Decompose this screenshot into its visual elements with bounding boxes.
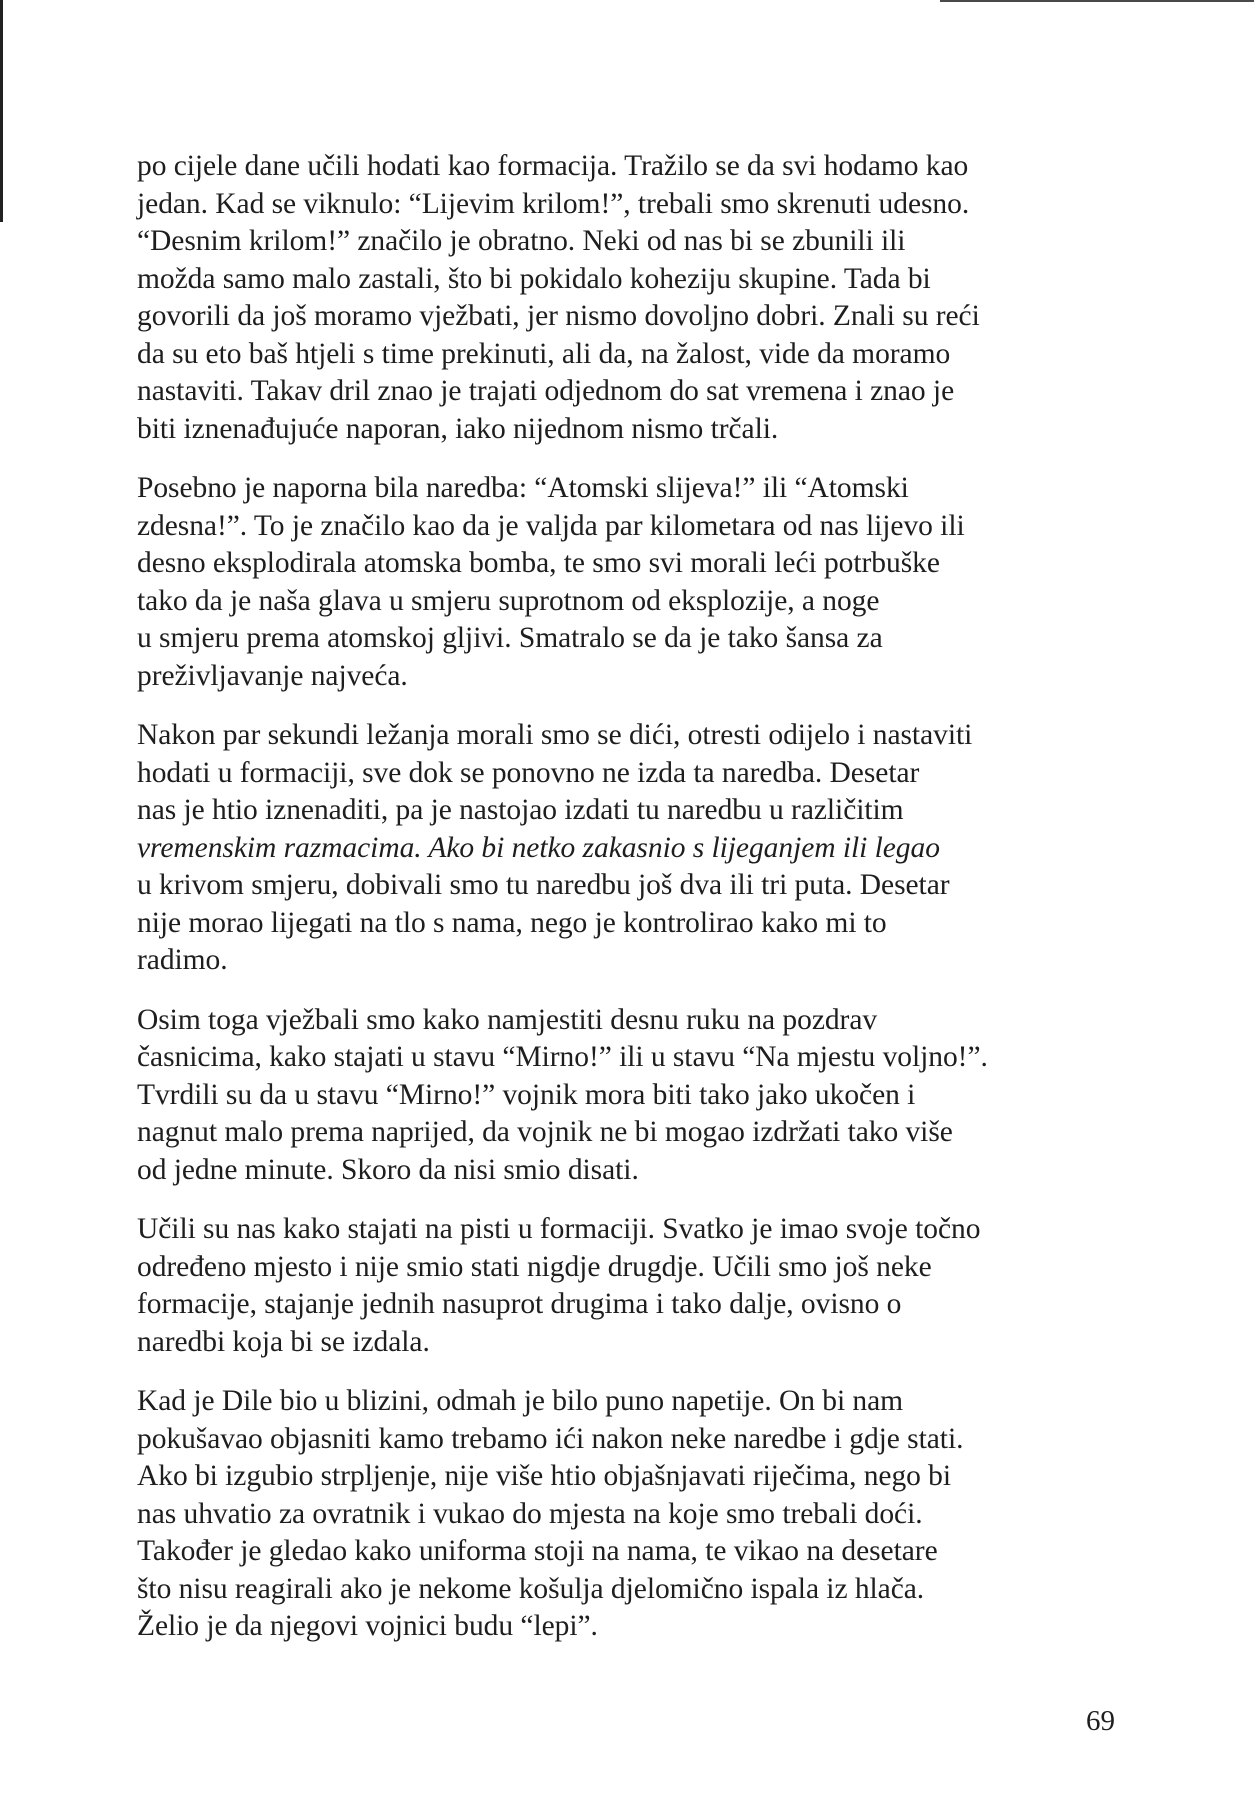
text-line: preživljavanje najveća. — [137, 659, 408, 692]
text-line: po cijele dane učili hodati kao formacija. Tražilo se da svi hodamo kao — [137, 150, 969, 182]
text-line: nije morao lijegati na tlo s nama, nego je kontrolirao kako mi to — [137, 906, 887, 939]
text-line: jedan. Kad se viknulo: “Lijevim krilom!”, trebali smo skrenuti udesno. — [137, 187, 970, 220]
text-line: određeno mjesto i nije smio stati nigdje drugdje. Učili smo još neke — [137, 1250, 932, 1283]
page-body-text — [137, 148, 1127, 1668]
text-line: u krivom smjeru, dobivali smo tu naredbu još dva ili tri puta. Desetar — [137, 869, 950, 901]
paragraph-1 — [137, 148, 1127, 448]
text-line: Također je gledao kako uniforma stoji na nama, te vikao na desetare — [137, 1535, 938, 1567]
paragraph-2 — [137, 470, 1127, 695]
text-line: Ako bi izgubio strpljenje, nije više htio objašnjavati riječima, nego bi — [137, 1460, 952, 1492]
paragraph-3 — [137, 717, 1127, 980]
text-line-italic: vremenskim razmacima. Ako bi netko zakasnio s lijeganjem ili legao — [137, 831, 940, 864]
text-line: radimo. — [137, 944, 228, 976]
text-line: Učili su nas kako stajati na pisti u formaciji. Svatko je imao svoje točno — [137, 1213, 981, 1245]
text-line: tako da je naša glava u smjeru suprotnom od eksplozije, a noge — [137, 584, 880, 617]
text-line: biti iznenađujuće naporan, iako nijednom nismo trčali. — [137, 412, 779, 445]
top-edge-rule — [940, 0, 1254, 2]
text-line: možda samo malo zastali, što bi pokidalo koheziju skupine. Tada bi — [137, 262, 931, 295]
text-line: zdesna!”. To je značilo kao da je valjda par kilometara od nas lijevo ili — [137, 509, 965, 542]
text-line: hodati u formaciji, sve dok se ponovno ne izda ta naredba. Desetar — [137, 756, 920, 789]
text-line: Želio je da njegovi vojnici budu “lepi”. — [137, 1610, 598, 1642]
text-line: časnicima, kako stajati u stavu “Mirno!” ili u stavu “Na mjestu voljno!”. — [137, 1041, 988, 1073]
text-line: nagnut malo prema naprijed, da vojnik ne bi mogao izdržati tako više — [137, 1116, 953, 1148]
paragraph-4 — [137, 1002, 1127, 1190]
text-line: naredbi koja bi se izdala. — [137, 1325, 430, 1358]
paragraph-5 — [137, 1211, 1127, 1361]
text-line: “Desnim krilom!” značilo je obratno. Neki od nas bi se zbunili ili — [137, 225, 906, 257]
text-line: formacije, stajanje jednih nasuprot drugima i tako dalje, ovisno o — [137, 1288, 902, 1320]
text-line: pokušavao objasniti kamo trebamo ići nakon neke naredbe i gdje stati. — [137, 1422, 964, 1455]
text-line: u smjeru prema atomskoj gljivi. Smatralo se da je tako šansa za — [137, 622, 883, 654]
text-line: nas je htio iznenaditi, pa je nastojao izdati tu naredbu u različitim — [137, 794, 904, 826]
page-number: 69 — [1086, 1705, 1115, 1737]
paragraph-6 — [137, 1383, 1127, 1646]
text-line: nastaviti. Takav dril znao je trajati odjednom do sat vremena i znao je — [137, 375, 955, 407]
text-line: Kad je Dile bio u blizini, odmah je bilo puno napetije. On bi nam — [137, 1385, 904, 1417]
left-edge-rule — [0, 0, 3, 222]
text-line: od jedne minute. Skoro da nisi smio disati. — [137, 1153, 639, 1186]
text-line: Posebno je naporna bila naredba: “Atomski slijeva!” ili “Atomski — [137, 472, 909, 504]
text-line: desno eksplodirala atomska bomba, te smo svi morali leći potrbuške — [137, 547, 940, 579]
text-line: da su eto baš htjeli s time prekinuti, ali da, na žalost, vide da moramo — [137, 337, 951, 370]
text-line: govorili da još moramo vježbati, jer nismo dovoljno dobri. Znali su reći — [137, 300, 980, 332]
text-line: Tvrdili su da u stavu “Mirno!” vojnik mora biti tako jako ukočen i — [137, 1078, 916, 1111]
text-line: što nisu reagirali ako je nekome košulja djelomično ispala iz hlača. — [137, 1572, 925, 1605]
text-line: nas uhvatio za ovratnik i vukao do mjesta na koje smo trebali doći. — [137, 1497, 923, 1530]
text-line: Nakon par sekundi ležanja morali smo se dići, otresti odijelo i nastaviti — [137, 719, 973, 751]
text-line: Osim toga vježbali smo kako namjestiti desnu ruku na pozdrav — [137, 1003, 878, 1036]
